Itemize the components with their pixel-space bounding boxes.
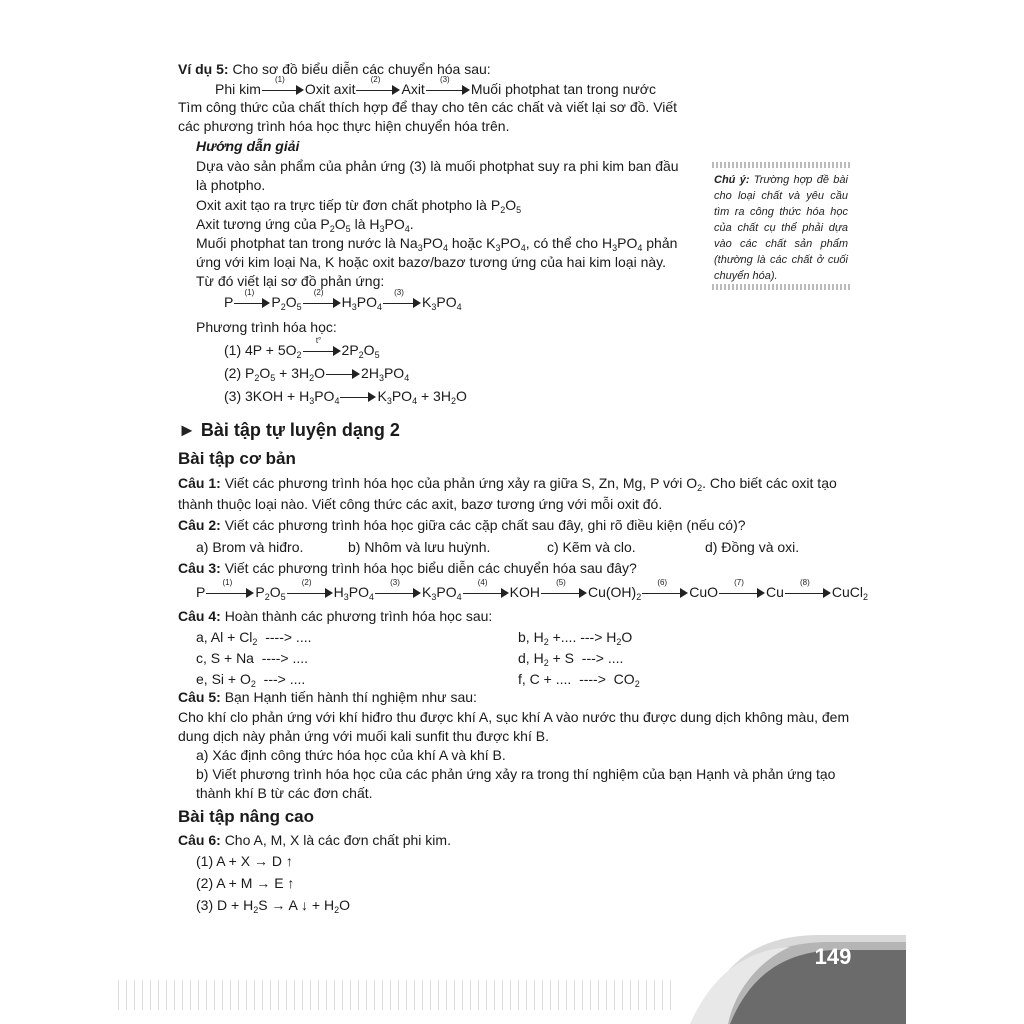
- q4-item-d: d, $H_2 + S$ ---> ....: [518, 650, 624, 668]
- side-note: [712, 162, 850, 292]
- guide-line: Muối photphat tan trong nước là $Na_3PO_4$ hoặc $K_3PO_4$, có thể cho $H_3PO_4$ phản: [196, 235, 678, 253]
- triangle-bullet-icon: ►: [178, 420, 196, 440]
- q4-item-c: c, S + Na ----> ....: [196, 650, 309, 666]
- note-top-bar: [712, 162, 850, 168]
- q3-chain: P (1) $P_2O_5$ (2) $H_3PO_4$ (3) $K_3PO_4$ (4) KOH (5) $Cu(OH)_2$ (6) CuO (7) Cu (8) CuCl$_2$: [196, 578, 869, 602]
- equation-1: (1) $4P + 5O_2$ t° $2P_2O_5$: [224, 336, 380, 360]
- question-1-cont: thành thuộc loại nào. Viết công thức các axit, bazơ tương ứng với mỗi oxit đó.: [178, 496, 663, 512]
- guide-line: Oxit axit tạo ra trực tiếp từ đơn chất photpho là $P_2O_5$: [196, 197, 522, 215]
- q5-paragraph: Cho khí clo phản ứng với khí hiđro thu được khí A, sục khí A vào nước thu được dung dịch không màu, đem: [178, 709, 850, 725]
- guide-title: Hướng dẫn giải: [196, 138, 300, 154]
- q2-option-c: c) Kẽm và clo.: [547, 539, 636, 555]
- note-bottom-bar: [712, 284, 850, 290]
- guide-line: là photpho.: [196, 177, 266, 193]
- guide-line: ứng với kim loại Na, K hoặc oxit bazơ/bazơ tương ứng của hai kim loại này.: [196, 254, 667, 270]
- guide-line: Từ đó viết lại sơ đồ phản ứng:: [196, 273, 385, 289]
- q4-item-a: a, $Al + Cl_2$ ----> ....: [196, 629, 312, 647]
- question-4: Câu 4: Hoàn thành các phương trình hóa học sau:: [178, 608, 493, 624]
- question-3: Câu 3: Viết các phương trình hóa học biểu diễn các chuyển hóa sau đây?: [178, 560, 637, 576]
- q5-paragraph-cont: dung dịch này phản ứng với muối kali sunfit thu được khí B.: [178, 728, 549, 744]
- q2-option-d: d) Đồng và oxi.: [705, 539, 800, 555]
- q4-item-b: b, $H_2$ +.... ---> $H_2O$: [518, 629, 633, 647]
- q5-part-b: b) Viết phương trình hóa học của các phản ứng xảy ra trong thí nghiệm của bạn Hạnh và phản ứng tạo: [196, 766, 836, 782]
- q2-option-b: b) Nhôm và lưu huỳnh.: [348, 539, 491, 555]
- subsection-basic: Bài tập cơ bản: [178, 449, 296, 468]
- guide-line: Dựa vào sản phẩm của phản ứng (3) là muối photphat suy ra phi kim ban đầu: [196, 158, 679, 174]
- q4-item-f: f, C + .... ----> $CO_2$: [518, 671, 640, 689]
- q6-reaction-1: (1) A + X → D ↑: [196, 853, 293, 869]
- equations-title: Phương trình hóa học:: [196, 319, 337, 335]
- q2-option-a: a) Brom và hiđro.: [196, 539, 304, 555]
- example-5-task: Tìm công thức của chất thích hợp để thay cho tên các chất và viết lại sơ đồ. Viết: [178, 99, 678, 115]
- page-number: 149: [814, 944, 852, 969]
- q5-part-a: a) Xác định công thức hóa học của khí A và khí B.: [196, 747, 506, 763]
- guide-chain: P (1) $P_2O_5$ (2) $H_3PO_4$ (3) $K_3PO_4$: [224, 288, 462, 312]
- section-title: ► Bài tập tự luyện dạng 2: [178, 420, 400, 440]
- footer-stripes: [118, 980, 678, 1010]
- question-5: Câu 5: Bạn Hạnh tiến hành thí nghiệm như sau:: [178, 689, 477, 705]
- equation-3: (3) $3KOH + H_3PO_4$ $K_3PO_4 + 3H_2O$: [224, 388, 467, 406]
- example-5-task-cont: các phương trình hóa học thực hiện chuyển hóa trên.: [178, 118, 510, 134]
- guide-line: Axit tương ứng của $P_2O_5$ là $H_3PO_4$.: [196, 216, 414, 234]
- subsection-advanced: Bài tập nâng cao: [178, 807, 315, 826]
- equation-2: (2) $P_2O_5 + 3H_2O$ $2H_3PO_4$: [224, 365, 410, 383]
- question-6: Câu 6: Cho A, M, X là các đơn chất phi kim.: [178, 832, 451, 848]
- q6-reaction-2: (2) A + M → E ↑: [196, 875, 295, 891]
- q6-reaction-3: (3) $D + H_2S \to A$ ↓ + $H_2O$: [196, 897, 350, 915]
- q5-part-b-cont: thành khí B từ các đơn chất.: [196, 785, 373, 801]
- q4-item-e: e, $Si + O_2$ ---> ....: [196, 671, 306, 689]
- question-1: Câu 1: Viết các phương trình hóa học của phản ứng xảy ra giữa S, Zn, Mg, P với $O_2$. Cho biết các oxit tạo: [178, 475, 837, 493]
- question-2: Câu 2: Viết các phương trình hóa học giữa các cặp chất sau đây, ghi rõ điều kiện (nếu có)?: [178, 517, 746, 533]
- example-5-intro: Ví dụ 5: Cho sơ đồ biểu diễn các chuyển hóa sau:: [178, 61, 491, 77]
- note-text: Chú ý: Trường hợp đề bài cho loại chất và yêu cầu tìm ra công thức hóa học của chất cụ thể phải dựa vào các chất sản phẩm (thường là các chất ở cuối chuyển hóa).: [714, 174, 848, 282]
- example-5-chain: Phi kim (1) Oxit axit (2) Axit (3) Muối photphat tan trong nước: [215, 75, 656, 97]
